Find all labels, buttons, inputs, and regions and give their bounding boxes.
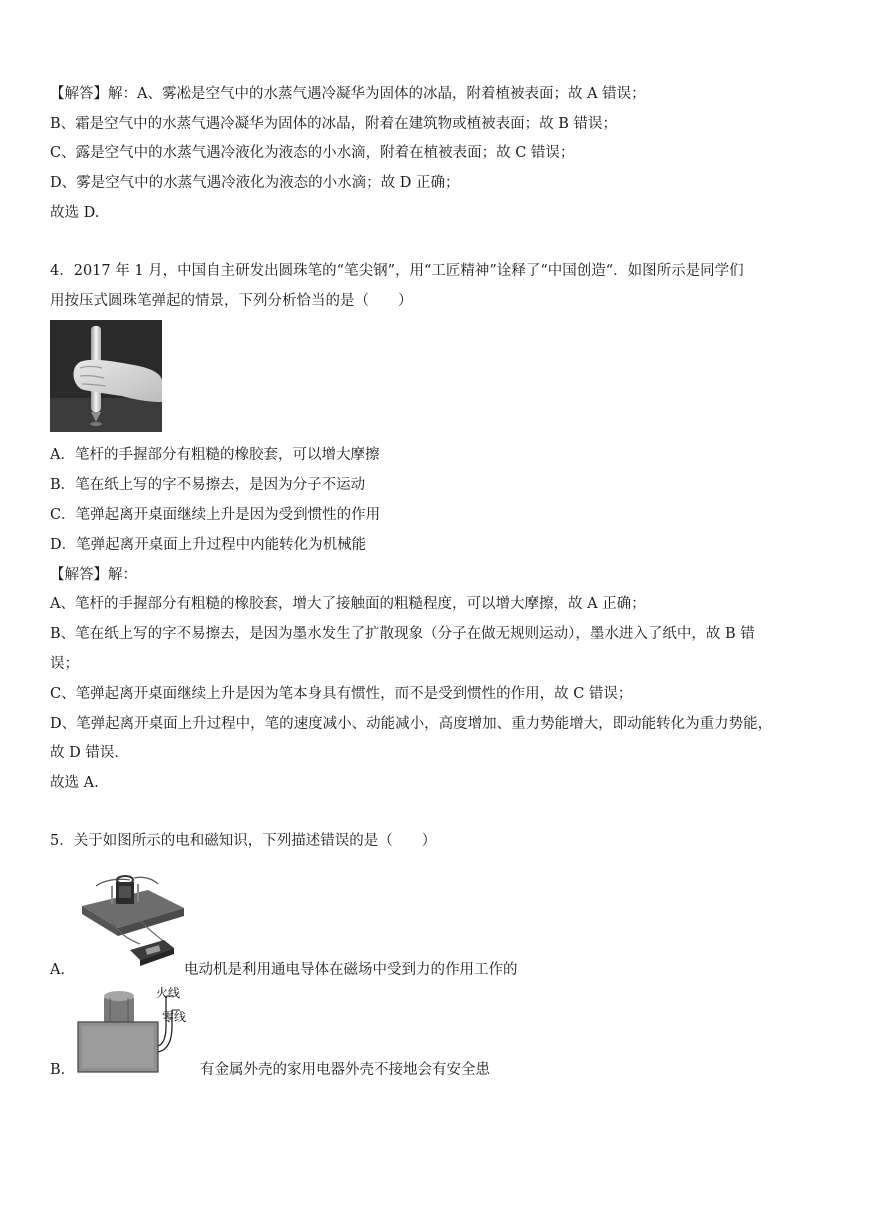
q4-answer-d-line2: 故 D 错误． [50,745,129,761]
q3-answer-c: C、露是空气中的水蒸气遇冷液化为液态的小水滴，附着在植被表面；故 C 错误； [50,145,575,161]
q4-stem-line1: 4．2017 年 1 月，中国自主研发出圆珠笔的“笔尖钢”，用“工匠精神”诠释了“中国创造“．如图所示是同学们 [50,263,744,279]
q4-conclusion: 故选 A. [50,775,99,791]
q4-answer-d-line1: D、笔弹起离开桌面上升过程中，笔的速度减小、动能减小，高度增加、重力势能增大，即动能转化为重力势能， [50,716,773,732]
q5-stem: 5．关于如图所示的电和磁知识，下列描述错误的是（ ） [50,833,437,849]
electric-motor-illustration [78,864,186,972]
q5-option-b-text: 有金属外壳的家用电器外壳不接地会有安全患 [200,1062,490,1078]
q4-stem-line2: 用按压式圆珠笔弹起的情景，下列分析恰当的是（ ） [50,293,413,309]
q4-option-c: C．笔弹起离开桌面继续上升是因为受到惯性的作用 [50,507,381,523]
q5-option-b-letter: B． [50,1062,76,1078]
q4-answer-b-line2: 误； [50,656,79,672]
q4-option-a: A．笔杆的手握部分有粗糙的橡胶套，可以增大摩擦 [50,447,380,463]
live-wire-label: 火线 [156,986,181,1000]
q4-answer-heading: 【解答】解： [50,567,137,583]
q3-answer-d: D、雾是空气中的水蒸气遇冷液化为液态的小水滴；故 D 正确； [50,175,460,191]
q4-answer-c: C、笔弹起离开桌面继续上升是因为笔本身具有惯性，而不是受到惯性的作用，故 C 错误； [50,686,633,702]
q3-answer-b: B、霜是空气中的水蒸气遇冷凝华为固体的冰晶，附着在建筑物或植被表面；故 B 错误； [50,116,618,132]
q4-option-b: B．笔在纸上写的字不易擦去，是因为分子不运动 [50,477,366,493]
appliance-grounding-illustration [74,986,198,1076]
neutral-wire-label: 零线 [162,1010,187,1024]
hand-holding-pen-illustration [50,320,162,432]
electric-motor-photo [78,864,186,972]
appliance-grounding-photo [74,986,198,1076]
q4-option-d: D．笔弹起离开桌面上升过程中内能转化为机械能 [50,537,367,553]
q3-answer-heading: 【解答】解：A、雾凇是空气中的水蒸气遇冷凝华为固体的冰晶，附着植被表面；故 A 错误； [50,86,646,102]
q3-conclusion: 故选 D. [50,205,100,221]
q4-answer-b-line1: B、笔在纸上写的字不易擦去，是因为墨水发生了扩散现象（分子在做无规则运动），墨水进入了纸中，故 B 错 [50,626,755,642]
q4-answer-a: A、笔杆的手握部分有粗糙的橡胶套，增大了接触面的粗糙程度，可以增大摩擦，故 A 正确； [50,596,646,612]
q5-option-a-letter: A． [50,962,75,978]
pen-photo [50,320,162,432]
q5-option-a-text: 电动机是利用通电导体在磁场中受到力的作用工作的 [184,962,518,978]
